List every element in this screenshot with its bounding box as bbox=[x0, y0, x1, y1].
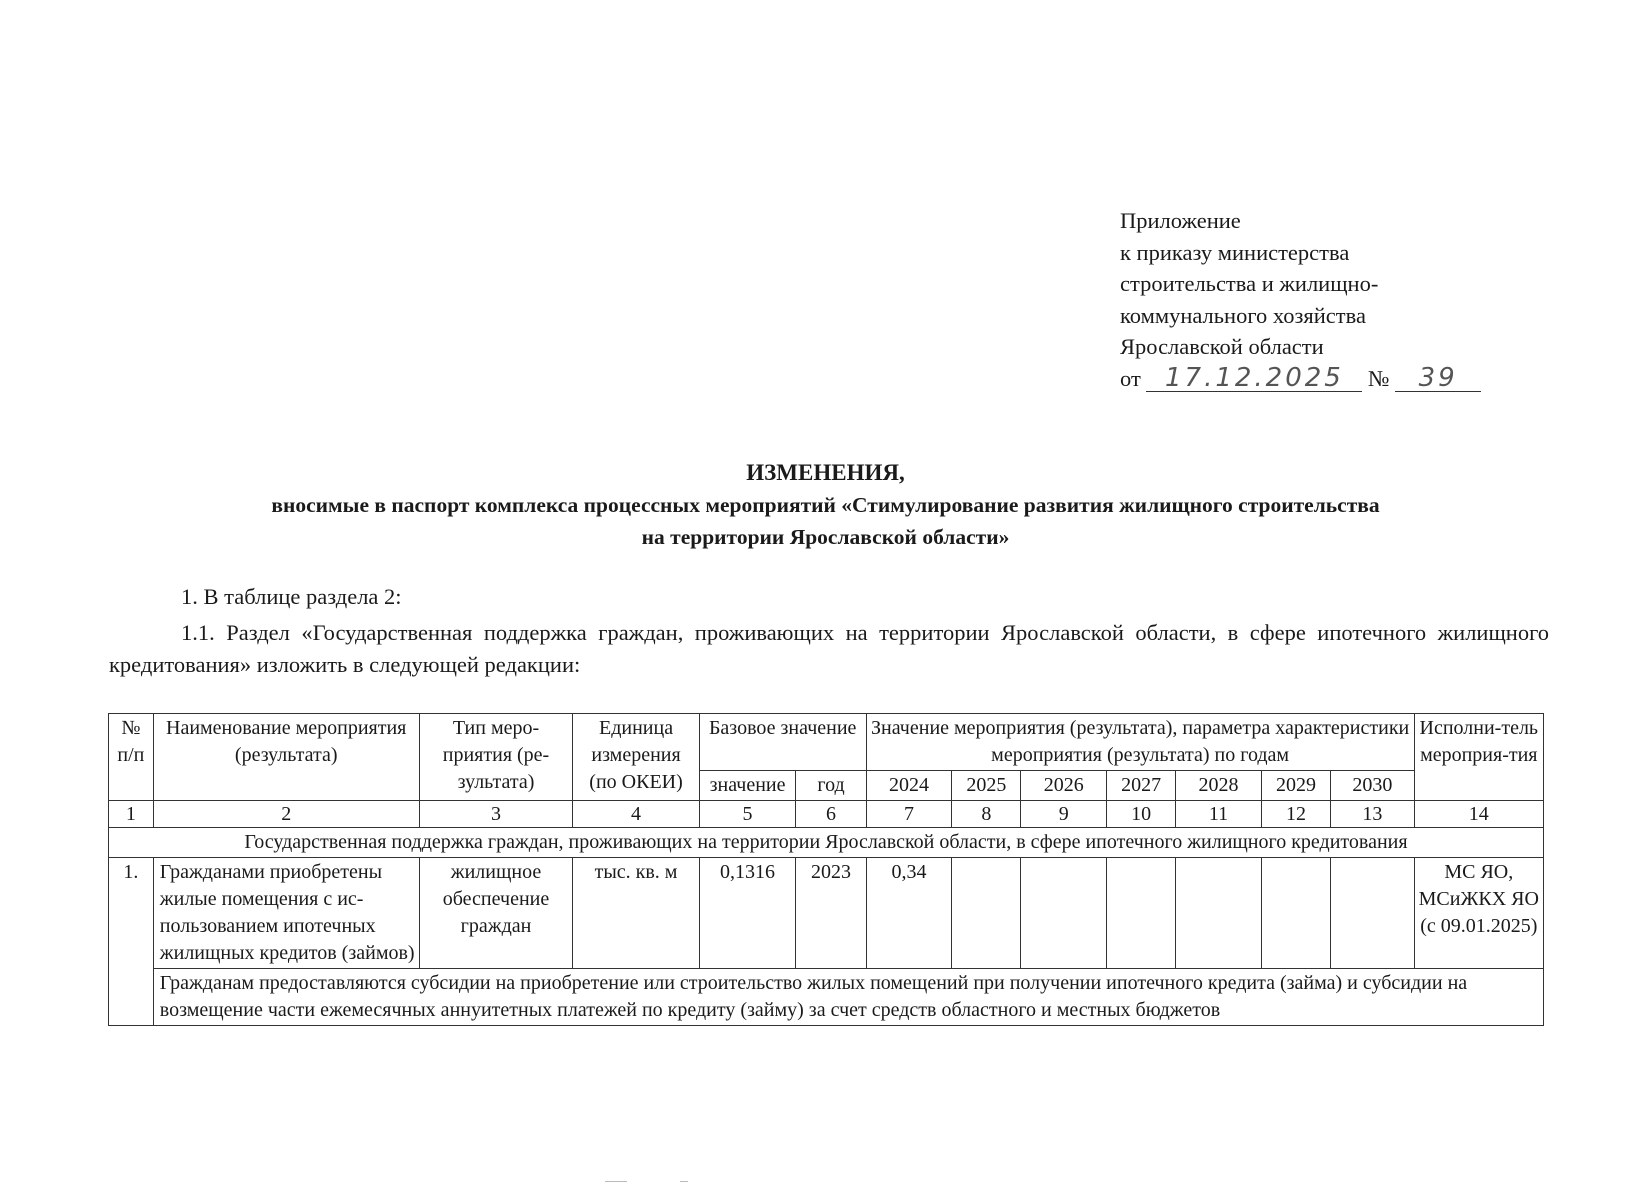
document-title: ИЗМЕНЕНИЯ, bbox=[746, 460, 905, 485]
column-number: 7 bbox=[866, 801, 952, 828]
table-row bbox=[109, 858, 1544, 969]
header-values: Значение мероприятия (результата), параметра характеристики мероприятия (результата) по годам bbox=[866, 714, 1414, 771]
appendix-line: коммунального хозяйства bbox=[1120, 302, 1366, 328]
row-base-value: 0,1316 bbox=[699, 858, 796, 969]
scan-artifact bbox=[680, 1181, 688, 1182]
measures-table bbox=[108, 713, 1544, 1026]
column-numbers-row bbox=[109, 801, 1544, 828]
row-value-2029 bbox=[1261, 858, 1330, 969]
row-unit: тыс. кв. м bbox=[573, 858, 699, 969]
from-label: от bbox=[1120, 365, 1141, 391]
row-value-2026 bbox=[1021, 858, 1107, 969]
appendix-line: строительства и жилищно- bbox=[1120, 271, 1379, 297]
appendix-block bbox=[1120, 205, 1481, 395]
header-year: 2029 bbox=[1261, 771, 1330, 801]
header-unit: Единица измерения (по ОКЕИ) bbox=[573, 714, 699, 801]
row-name: Гражданами приобретены жилые помещения с ис-пользованием ипотечных жилищных кредитов (займов) bbox=[153, 858, 419, 969]
number-label: № bbox=[1368, 365, 1390, 391]
appendix-line: к приказу министерства bbox=[1120, 239, 1350, 265]
row-value-2028 bbox=[1176, 858, 1262, 969]
column-number: 6 bbox=[796, 801, 866, 828]
handwritten-number: 39 bbox=[1395, 365, 1481, 392]
row-executor: МС ЯО, МСиЖКХ ЯО (с 09.01.2025) bbox=[1414, 858, 1543, 969]
header-year: 2030 bbox=[1331, 771, 1415, 801]
paragraph-1-1: 1.1. Раздел «Государственная поддержка граждан, проживающих на территории Ярославской области, в сфере ипотечного жилищного кредитования» изложить в следующей редакции: bbox=[109, 620, 1549, 677]
header-executor: Исполни-тель мероприя-тия bbox=[1414, 714, 1543, 801]
header-year: 2027 bbox=[1107, 771, 1176, 801]
row-base-year: 2023 bbox=[796, 858, 866, 969]
column-number: 3 bbox=[419, 801, 573, 828]
column-number: 10 bbox=[1107, 801, 1176, 828]
header-year: 2026 bbox=[1021, 771, 1107, 801]
document-subtitle-line2: на территории Ярославской области» bbox=[641, 525, 1010, 549]
row-value-2030 bbox=[1331, 858, 1415, 969]
header-base-year: год bbox=[796, 771, 866, 801]
row-value-2027 bbox=[1107, 858, 1176, 969]
column-number: 4 bbox=[573, 801, 699, 828]
header-type: Тип меро-приятия (ре-зультата) bbox=[419, 714, 573, 801]
column-number: 14 bbox=[1414, 801, 1543, 828]
document-subtitle-line1: вносимые в паспорт комплекса процессных мероприятий «Стимулирование развития жилищного строительства bbox=[271, 493, 1380, 517]
row-type: жилищное обеспечение граждан bbox=[419, 858, 573, 969]
header-base: Базовое значение bbox=[699, 714, 866, 771]
appendix-date-line bbox=[1120, 363, 1481, 395]
paragraph-1: 1. В таблице раздела 2: bbox=[181, 584, 402, 609]
section-row bbox=[109, 828, 1544, 858]
header-num: № п/п bbox=[109, 714, 154, 801]
header-name: Наименование мероприятия (результата) bbox=[153, 714, 419, 801]
column-number: 13 bbox=[1331, 801, 1415, 828]
scan-artifact bbox=[605, 1181, 627, 1182]
column-number: 2 bbox=[153, 801, 419, 828]
appendix-line: Приложение bbox=[1120, 208, 1241, 233]
appendix-line: Ярославской области bbox=[1120, 334, 1324, 360]
row-value-2024: 0,34 bbox=[866, 858, 952, 969]
header-year: 2028 bbox=[1176, 771, 1262, 801]
column-number: 9 bbox=[1021, 801, 1107, 828]
column-number: 5 bbox=[699, 801, 796, 828]
header-year: 2025 bbox=[952, 771, 1021, 801]
column-number: 12 bbox=[1261, 801, 1330, 828]
row-value-2025 bbox=[952, 858, 1021, 969]
column-number: 11 bbox=[1176, 801, 1262, 828]
row-number: 1. bbox=[109, 858, 154, 1026]
row-description: Гражданам предоставляются субсидии на приобретение или строительство жилых помещений при получении ипотечного кредита (займа) и субсидии на возмещение части ежемесячных аннуитетных платежей по кредиту (займу) за счет средств областного и местных бюджетов bbox=[153, 969, 1543, 1026]
header-year: 2024 bbox=[866, 771, 952, 801]
column-number: 1 bbox=[109, 801, 154, 828]
section-title: Государственная поддержка граждан, проживающих на территории Ярославской области, в сфере ипотечного жилищного кредитования bbox=[109, 828, 1544, 858]
header-base-value: значение bbox=[699, 771, 796, 801]
column-number: 8 bbox=[952, 801, 1021, 828]
handwritten-date: 17.12.2025 bbox=[1146, 365, 1362, 392]
table-row-description bbox=[109, 969, 1544, 1026]
